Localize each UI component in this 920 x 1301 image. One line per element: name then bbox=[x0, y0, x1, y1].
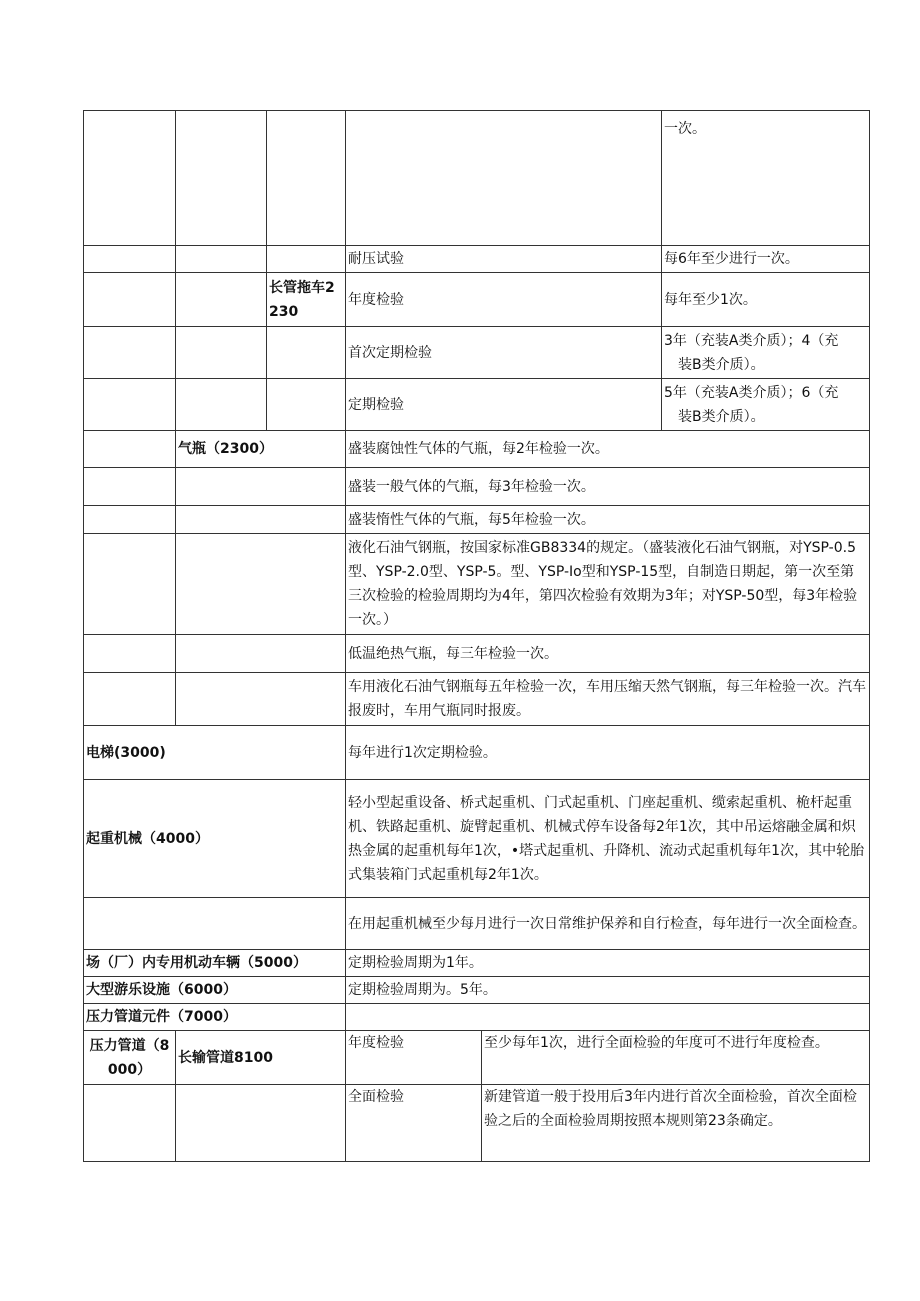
cell-category: 起重机械（4000） bbox=[84, 780, 346, 898]
cell-item: 耐压试验 bbox=[346, 246, 662, 273]
cell-text: 低温绝热气瓶，每三年检验一次。 bbox=[346, 635, 870, 673]
table-row bbox=[84, 327, 870, 379]
table-row bbox=[84, 673, 870, 726]
table-row bbox=[84, 1085, 870, 1162]
cell-period: 每年至少1次。 bbox=[662, 273, 870, 327]
table-row bbox=[84, 246, 870, 273]
cell-category: 长管拖车2230 bbox=[267, 273, 346, 327]
cell-period: 至少每年1次，进行全面检验的年度可不进行年度检查。 bbox=[482, 1031, 870, 1085]
cell-period: 新建管道一般于投用后3年内进行首次全面检验，首次全面检验之后的全面检验周期按照本规则第23条确定。 bbox=[482, 1085, 870, 1162]
cell-period bbox=[662, 327, 870, 379]
cell-item: 年度检验 bbox=[346, 1031, 482, 1085]
cell-category: 电梯(3000) bbox=[84, 726, 346, 780]
cell-text: 定期检验周期为1年。 bbox=[346, 950, 870, 977]
period-line: 3年（充装A类介质）；4（充 bbox=[664, 332, 839, 349]
cell-period: 每6年至少进行一次。 bbox=[662, 246, 870, 273]
table-row bbox=[84, 506, 870, 534]
cell-category: 大型游乐设施（6000） bbox=[84, 977, 346, 1004]
cell-item: 年度检验 bbox=[346, 273, 662, 327]
cell-item: 定期检验 bbox=[346, 379, 662, 431]
table-row bbox=[84, 273, 870, 327]
cell-category: 场（厂）内专用机动车辆（5000） bbox=[84, 950, 346, 977]
table-row bbox=[84, 950, 870, 977]
inspection-period-table bbox=[83, 110, 870, 1162]
table-row bbox=[84, 431, 870, 468]
table-row bbox=[84, 1031, 870, 1085]
cell-text: 每年进行1次定期检验。 bbox=[346, 726, 870, 780]
table-row bbox=[84, 111, 870, 246]
cell-text: 盛装腐蚀性气体的气瓶，每2年检验一次。 bbox=[346, 431, 870, 468]
cell-category: 压力管道元件（7000） bbox=[84, 1004, 346, 1031]
cell-text: 定期检验周期为。5年。 bbox=[346, 977, 870, 1004]
table-row bbox=[84, 1004, 870, 1031]
cell-subcategory: 长输管道8100 bbox=[176, 1031, 346, 1085]
period-line: 5年（充装A类介质）；6（充 bbox=[664, 384, 839, 401]
period-line: 装B类介质）。 bbox=[678, 356, 765, 373]
cell-text: 一次。 bbox=[662, 111, 870, 246]
cell-period bbox=[662, 379, 870, 431]
cell-category: 气瓶（2300） bbox=[176, 431, 346, 468]
table-row bbox=[84, 379, 870, 431]
cell-text: 在用起重机械至少每月进行一次日常维护保养和自行检查，每年进行一次全面检查。 bbox=[346, 898, 870, 950]
table-row bbox=[84, 898, 870, 950]
cell-item: 首次定期检验 bbox=[346, 327, 662, 379]
cell-category: 压力管道（8000） bbox=[84, 1031, 176, 1085]
table-row bbox=[84, 726, 870, 780]
table-row bbox=[84, 780, 870, 898]
table-row bbox=[84, 468, 870, 506]
cell-text: 车用液化石油气钢瓶每五年检验一次，车用压缩天然气钢瓶，每三年检验一次。汽车报废时，车用气瓶同时报废。 bbox=[346, 673, 870, 726]
table-row bbox=[84, 977, 870, 1004]
cell-text: 盛装一般气体的气瓶，每3年检验一次。 bbox=[346, 468, 870, 506]
cell-text: 轻小型起重设备、桥式起重机、门式起重机、门座起重机、缆索起重机、桅杆起重机、铁路起重机、旋臂起重机、机械式停车设备每2年1次，其中吊运熔融金属和炽热金属的起重机每年1次，•塔式起重机、升降机、流动式起重机每年1次，其中轮胎式集装箱门式起重机每2年1次。 bbox=[346, 780, 870, 898]
cell-text: 盛装惰性气体的气瓶，每5年检验一次。 bbox=[346, 506, 870, 534]
cell-item: 全面检验 bbox=[346, 1085, 482, 1162]
table-row bbox=[84, 635, 870, 673]
cell-text: 液化石油气钢瓶，按国家标准GB8334的规定。（盛装液化石油气钢瓶，对YSP-0.5型、YSP-2.0型、YSP-5。型、YSP-Io型和YSP-15型，自制造日期起，第一次至第三次检验的检验周期均为4年，第四次检验有效期为3年；对YSP-50型，每3年检验一次。） bbox=[346, 534, 870, 635]
period-line: 装B类介质）。 bbox=[678, 408, 765, 425]
table-row bbox=[84, 534, 870, 635]
